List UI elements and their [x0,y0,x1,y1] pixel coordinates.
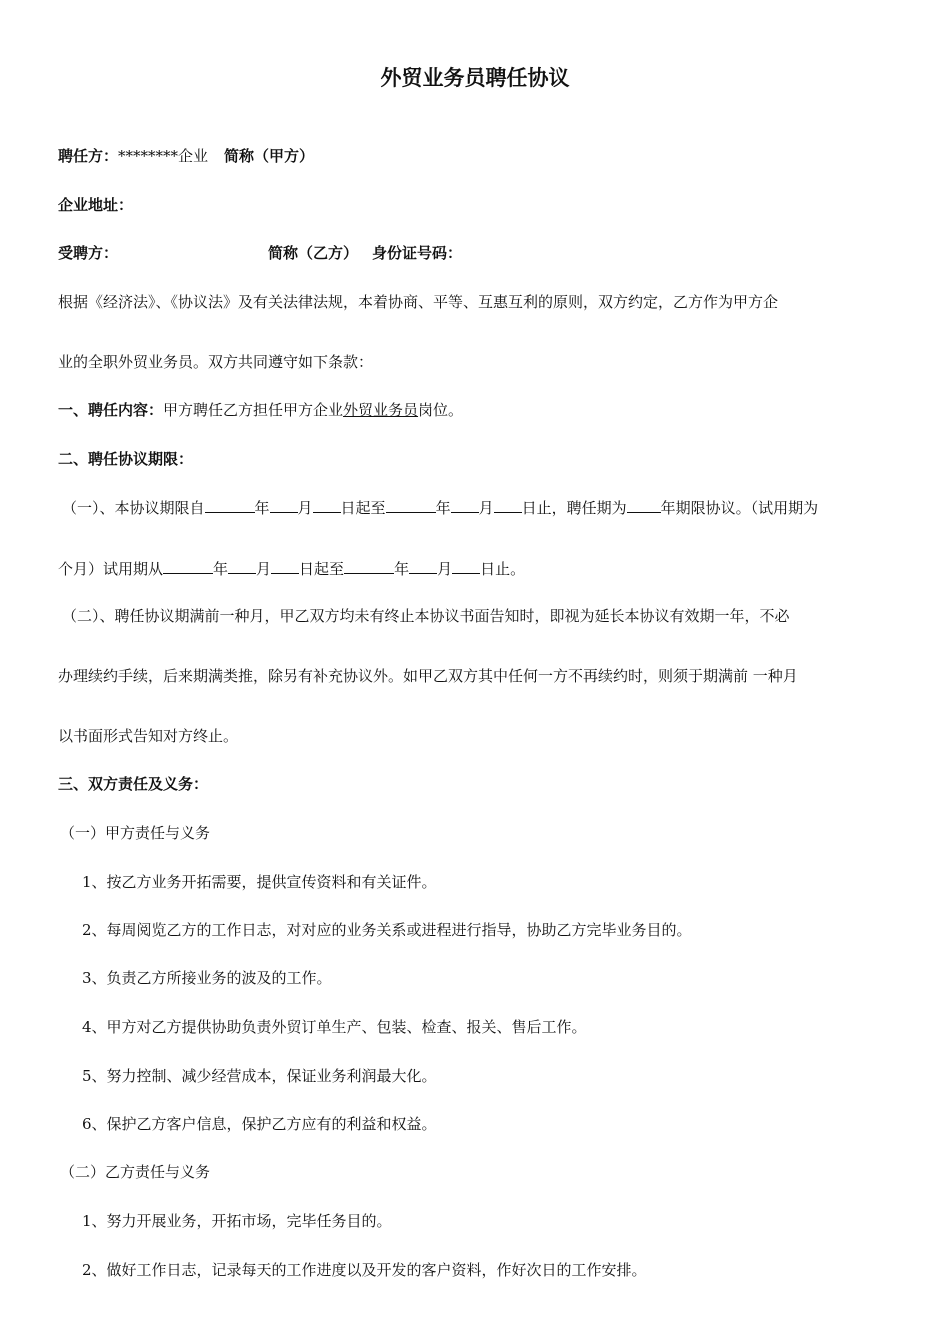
list-item: 1、按乙方业务开拓需要，提供宣传资料和有关证件。 [82,873,437,891]
blank-field [494,497,522,513]
term-text: （一）、本协议期限自 [62,499,205,517]
term-text: 年 [254,499,270,517]
intro-line-2: 业的全职外贸业务员。双方共同遵守如下条款： [58,353,374,371]
list-item: 2、每周阅览乙方的工作日志，对对应的业务关系或进程进行指导，协助乙方完毕业务目的。 [82,921,692,939]
blank-field [386,497,436,513]
employer-short-name: 简称（甲方） [224,147,315,165]
employee-short-name: 简称（乙方） [268,244,359,262]
party-b-heading: （二）乙方责任与义务 [60,1163,211,1181]
employer-value: ********企业 [118,147,209,165]
section-3-heading-text: 三、双方责任及义务： [58,775,209,793]
list-item: 5、努力控制、减少经营成本，保证业务利润最大化。 [82,1067,437,1085]
list-item: 1、努力开展业务，开拓市场，完毕任务目的。 [82,1212,392,1230]
section-1-text: 甲方聘任乙方担任甲方企业 [163,401,344,419]
term-text: 日止。 [480,560,526,578]
employer-line [58,146,314,166]
term-text: 年 [394,560,410,578]
blank-field [228,558,256,574]
address-line [58,195,133,215]
position-name: 外贸业务员 [343,401,419,419]
term-text: 年 [435,499,451,517]
section-1 [58,400,463,420]
blank-field [313,497,341,513]
employee-label: 受聘方： [58,244,119,262]
party-a-heading: （一）甲方责任与义务 [60,824,211,842]
term-text: 年 [213,560,229,578]
blank-field [344,558,394,574]
blank-field [271,558,299,574]
list-item: 2、做好工作日志，记录每天的工作进度以及开发的客户资料，作好次日的工作安排。 [82,1261,647,1279]
term-text: 月 [297,499,313,517]
section-3-heading [58,774,208,794]
term-text: 个月）试用期从 [58,560,164,578]
section-1-heading: 一、聘任内容： [58,401,164,419]
blank-field [205,497,255,513]
section-2-heading-text: 二、聘任协议期限： [58,450,194,468]
employee-line [58,243,462,263]
id-number-label: 身份证号码： [372,244,463,262]
blank-field [163,558,213,574]
term-text: 月 [437,560,453,578]
renewal-clause-line-2: 办理续约手续，后来期满类推，除另有补充协议外。如甲乙双方其中任何一方不再续约时，则须于期满前 一种月 [58,667,798,685]
address-label: 企业地址： [58,196,134,214]
term-text: 日止，聘任期为 [521,499,627,517]
term-text: 日起至 [340,499,386,517]
blank-field [451,497,479,513]
blank-field [452,558,480,574]
term-text: 月 [478,499,494,517]
renewal-clause-line-1: （二）、聘任协议期满前一种月，甲乙双方均未有终止本协议书面告知时，即视为延长本协议有效期一年，不必 [62,607,790,625]
list-item: 3、负责乙方所接业务的波及的工作。 [82,969,332,987]
term-clause-line-2 [58,558,525,579]
document-title: 外贸业务员聘任协议 [380,66,570,90]
term-text: 日起至 [299,560,345,578]
employer-label: 聘任方： [58,147,119,165]
list-item: 4、甲方对乙方提供协助负责外贸订单生产、包装、检查、报关、售后工作。 [82,1018,587,1036]
list-item: 6、保护乙方客户信息，保护乙方应有的利益和权益。 [82,1115,437,1133]
section-2-heading [58,449,193,469]
renewal-clause-line-3: 以书面形式告知对方终止。 [58,727,239,745]
intro-line-1: 根据《经济法》、《协议法》及有关法律法规，本着协商、平等、互惠互利的原则，双方约定，乙方作为甲方企 [58,293,779,311]
blank-field [409,558,437,574]
blank-field [270,497,298,513]
term-text: 年期限协议。（试用期为 [660,499,819,517]
term-text: 月 [256,560,272,578]
blank-field [627,497,661,513]
section-1-text-end: 岗位。 [418,401,464,419]
term-clause-line-1 [62,497,818,518]
